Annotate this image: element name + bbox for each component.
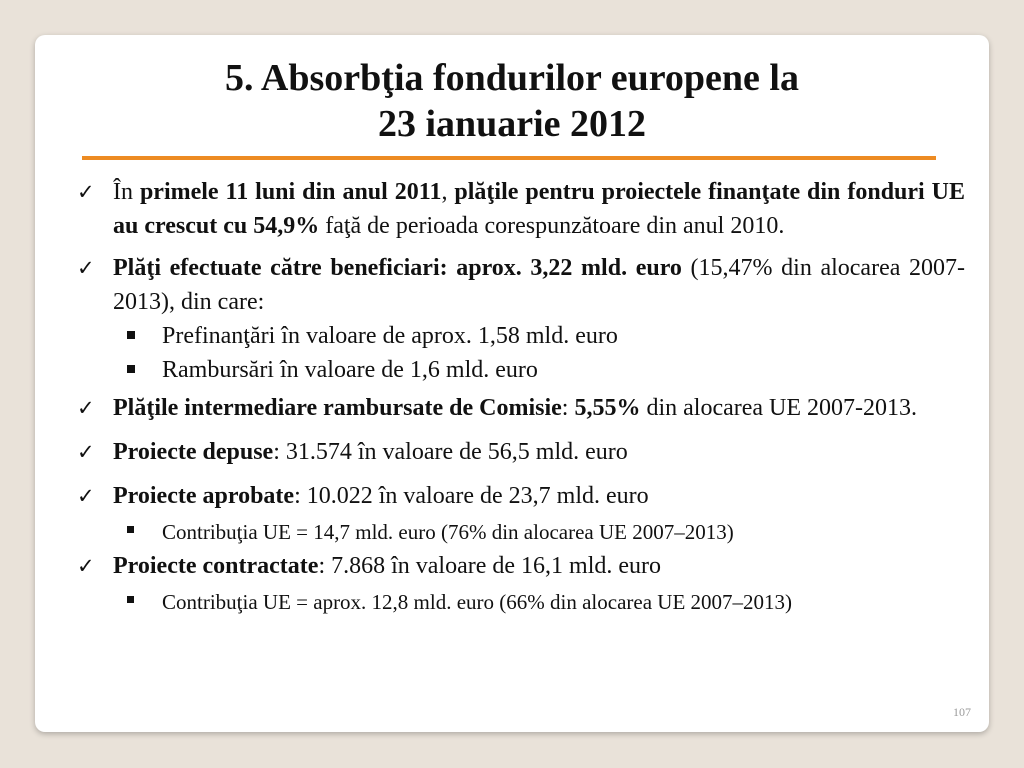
bullet-item: ✓ Proiecte aprobate: 10.022 în valoare de 23,7 mld. euro bbox=[75, 479, 965, 513]
bullet-item: ✓ Proiecte contractate: 7.868 în valoare de 16,1 mld. euro bbox=[75, 549, 965, 583]
bullet-list bbox=[75, 175, 965, 619]
title-underline bbox=[82, 156, 936, 160]
title-line-1: 5. Absorbţia fondurilor europene la bbox=[225, 57, 799, 99]
bullet-item: ✓ Plăţile intermediare rambursate de Comisie: 5,55% din alocarea UE 2007-2013. bbox=[75, 391, 965, 425]
bullet-item: ✓ Plăţi efectuate către beneficiari: aprox. 3,22 mld. euro (15,47% din alocarea 2007-2013), din care: bbox=[75, 251, 965, 319]
bullet-item: ✓ În primele 11 luni din anul 2011, plăţile pentru proiectele finanţate din fonduri UE au crescut cu 54,9% faţă de perioada corespunzătoare din anul 2010. bbox=[75, 175, 965, 243]
sub-bullet-item: Rambursări în valoare de 1,6 mld. euro bbox=[75, 353, 965, 387]
check-icon: ✓ bbox=[77, 440, 95, 464]
check-icon: ✓ bbox=[77, 554, 95, 578]
sub-bullet-item: Prefinanţări în valoare de aprox. 1,58 mld. euro bbox=[75, 319, 965, 353]
sub-bullet-item: Contribuţia UE = 14,7 mld. euro (76% din alocarea UE 2007–2013) bbox=[75, 515, 965, 549]
square-bullet-icon bbox=[127, 331, 135, 339]
slide-title bbox=[35, 55, 989, 147]
square-bullet-icon bbox=[127, 596, 134, 603]
title-line-2: 23 ianuarie 2012 bbox=[377, 103, 647, 145]
square-bullet-icon bbox=[127, 526, 134, 533]
sub-bullet-item: Contribuţia UE = aprox. 12,8 mld. euro (66% din alocarea UE 2007–2013) bbox=[75, 585, 965, 619]
bullet-item: ✓ Proiecte depuse: 31.574 în valoare de 56,5 mld. euro bbox=[75, 435, 965, 469]
check-icon: ✓ bbox=[77, 180, 95, 204]
square-bullet-icon bbox=[127, 365, 135, 373]
page-number: 107 bbox=[953, 705, 971, 719]
check-icon: ✓ bbox=[77, 396, 95, 420]
slide bbox=[35, 35, 989, 732]
check-icon: ✓ bbox=[77, 484, 95, 508]
check-icon: ✓ bbox=[77, 256, 95, 280]
